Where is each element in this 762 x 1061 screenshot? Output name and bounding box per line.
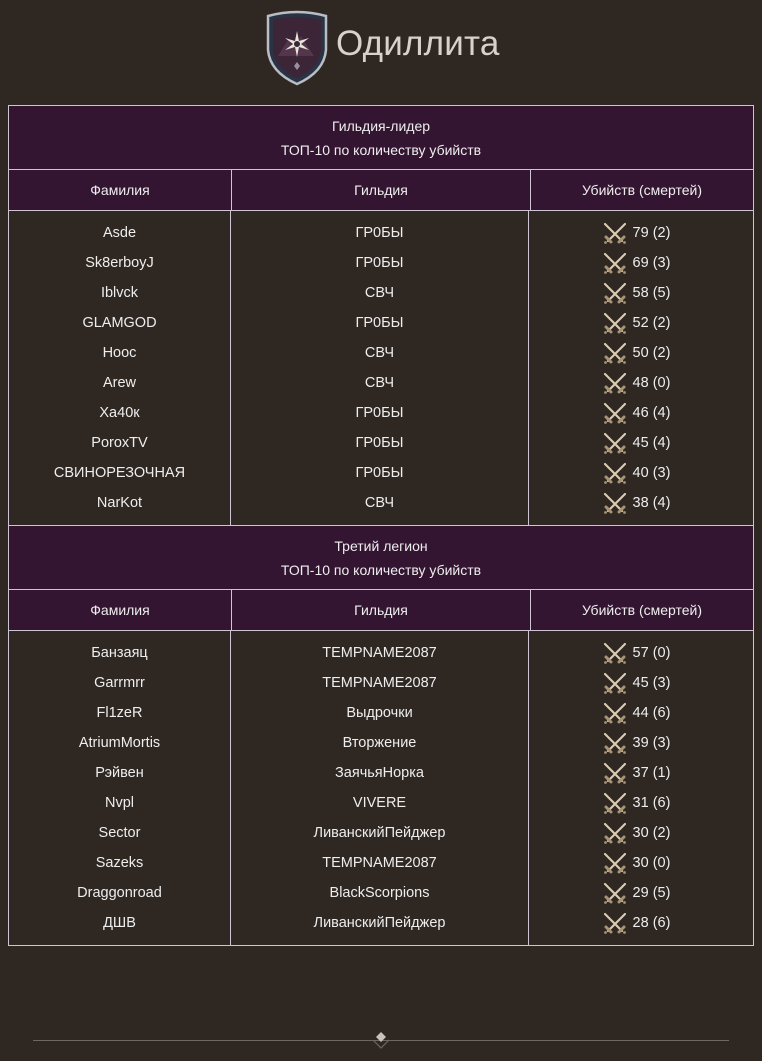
player-name: Sector xyxy=(98,825,141,841)
server-crest-icon xyxy=(264,10,330,86)
table-header xyxy=(9,590,753,631)
crossed-swords-icon xyxy=(602,761,628,785)
player-score xyxy=(529,428,753,458)
player-name: ДШВ xyxy=(103,915,136,931)
player-score xyxy=(529,308,753,338)
player-guild: СВЧ xyxy=(364,375,395,391)
column-header-score: Убийств (смертей) xyxy=(581,182,703,198)
leaderboard-section-2 xyxy=(8,525,754,946)
name-column xyxy=(9,631,231,946)
player-guild: СВЧ xyxy=(364,285,395,301)
server-header xyxy=(0,0,762,95)
player-score xyxy=(529,908,753,938)
player-score xyxy=(529,488,753,518)
kills-deaths-value: 45 (4) xyxy=(632,435,671,451)
name-column xyxy=(9,211,231,526)
player-name: Asde xyxy=(102,225,137,241)
section-subtitle: ТОП-10 по количеству убийств xyxy=(280,142,482,158)
server-title: Одиллита xyxy=(336,24,500,63)
player-guild: ГР0БЫ xyxy=(355,315,404,331)
crossed-swords-icon xyxy=(602,491,628,515)
crossed-swords-icon xyxy=(602,311,628,335)
player-guild: ГР0БЫ xyxy=(355,405,404,421)
kills-deaths-value: 30 (2) xyxy=(632,825,671,841)
player-guild: ГР0БЫ xyxy=(355,255,404,271)
player-name: Банзаяц xyxy=(91,645,148,661)
column-header-name: Фамилия xyxy=(9,170,232,210)
table-body xyxy=(9,631,753,946)
kills-deaths-value: 37 (1) xyxy=(632,765,671,781)
crossed-swords-icon xyxy=(602,341,628,365)
player-score xyxy=(529,758,753,788)
crossed-swords-icon xyxy=(602,431,628,455)
crossed-swords-icon xyxy=(602,461,628,485)
player-guild: TEMPNAME2087 xyxy=(322,645,437,661)
player-name: Sk8erboyJ xyxy=(85,255,154,271)
kills-deaths-value: 28 (6) xyxy=(632,915,671,931)
player-guild: ЛиванскийПейджер xyxy=(313,825,446,841)
crossed-swords-icon xyxy=(602,701,628,725)
player-score xyxy=(529,728,753,758)
player-name: Hooc xyxy=(102,345,137,361)
guild-column xyxy=(231,631,529,946)
crossed-swords-icon xyxy=(602,281,628,305)
player-score xyxy=(529,698,753,728)
player-name: Fl1zeR xyxy=(96,705,143,721)
kills-deaths-value: 52 (2) xyxy=(632,315,671,331)
player-guild: TEMPNAME2087 xyxy=(322,855,437,871)
crossed-swords-icon xyxy=(602,401,628,425)
crossed-swords-icon xyxy=(602,881,628,905)
player-score xyxy=(529,368,753,398)
kills-deaths-value: 48 (0) xyxy=(632,375,671,391)
section-title-block xyxy=(9,106,753,170)
column-header-name: Фамилия xyxy=(9,590,232,630)
kills-deaths-value: 69 (3) xyxy=(632,255,671,271)
player-name: СВИНОРЕЗОЧНАЯ xyxy=(53,465,186,481)
player-score xyxy=(529,668,753,698)
player-score xyxy=(529,638,753,668)
crossed-swords-icon xyxy=(602,371,628,395)
player-name: Nvpl xyxy=(104,795,134,811)
score-column xyxy=(529,211,753,526)
crossed-swords-icon xyxy=(602,641,628,665)
player-name: Garrmrr xyxy=(94,675,145,691)
player-score xyxy=(529,218,753,248)
guild-column xyxy=(231,211,529,526)
player-name: Arew xyxy=(102,375,137,391)
crossed-swords-icon xyxy=(602,731,628,755)
player-name: Draggonroad xyxy=(77,885,162,901)
crossed-swords-icon xyxy=(602,251,628,275)
player-score xyxy=(529,338,753,368)
kills-deaths-value: 38 (4) xyxy=(632,495,671,511)
player-guild: ЛиванскийПейджер xyxy=(313,915,446,931)
player-score xyxy=(529,398,753,428)
player-score xyxy=(529,818,753,848)
player-name: GLAMGOD xyxy=(82,315,157,331)
kills-deaths-value: 44 (6) xyxy=(632,705,671,721)
player-name: Рэйвен xyxy=(95,765,144,781)
kills-deaths-value: 30 (0) xyxy=(632,855,671,871)
player-name: Xa40к xyxy=(99,405,140,421)
player-score xyxy=(529,278,753,308)
kills-deaths-value: 46 (4) xyxy=(632,405,671,421)
player-name: NarKot xyxy=(96,495,143,511)
player-guild: Выдрочки xyxy=(346,705,413,721)
leaderboard-section-1 xyxy=(8,105,754,526)
section-title: Третий легион xyxy=(334,538,428,554)
player-guild: СВЧ xyxy=(364,495,395,511)
player-score xyxy=(529,878,753,908)
player-guild: ЗаячьяНорка xyxy=(335,765,424,781)
player-name: Sazeks xyxy=(95,855,144,871)
crossed-swords-icon xyxy=(602,671,628,695)
diamond-ornament-icon xyxy=(372,1030,390,1050)
player-guild: ГР0БЫ xyxy=(355,225,404,241)
player-guild: СВЧ xyxy=(364,345,395,361)
player-guild: ГР0БЫ xyxy=(355,435,404,451)
crossed-swords-icon xyxy=(602,851,628,875)
column-header-score: Убийств (смертей) xyxy=(581,602,703,618)
column-header-guild: Гильдия xyxy=(232,170,531,210)
crossed-swords-icon xyxy=(602,911,628,935)
player-score xyxy=(529,788,753,818)
kills-deaths-value: 79 (2) xyxy=(632,225,671,241)
player-name: PoroxTV xyxy=(91,435,148,451)
player-guild: VIVERE xyxy=(352,795,407,811)
player-guild: Вторжение xyxy=(342,735,417,751)
table-body xyxy=(9,211,753,526)
score-column xyxy=(529,631,753,946)
player-guild: TEMPNAME2087 xyxy=(322,675,437,691)
player-guild: BlackScorpions xyxy=(329,885,430,901)
section-subtitle: ТОП-10 по количеству убийств xyxy=(280,562,482,578)
kills-deaths-value: 40 (3) xyxy=(632,465,671,481)
table-header xyxy=(9,170,753,211)
player-score xyxy=(529,248,753,278)
section-title: Гильдия-лидер xyxy=(331,118,431,134)
kills-deaths-value: 29 (5) xyxy=(632,885,671,901)
player-guild: ГР0БЫ xyxy=(355,465,404,481)
player-score xyxy=(529,848,753,878)
crossed-swords-icon xyxy=(602,821,628,845)
kills-deaths-value: 50 (2) xyxy=(632,345,671,361)
kills-deaths-value: 58 (5) xyxy=(632,285,671,301)
player-name: Iblvck xyxy=(100,285,139,301)
kills-deaths-value: 45 (3) xyxy=(632,675,671,691)
kills-deaths-value: 39 (3) xyxy=(632,735,671,751)
player-score xyxy=(529,458,753,488)
kills-deaths-value: 31 (6) xyxy=(632,795,671,811)
player-name: AtriumMortis xyxy=(78,735,161,751)
column-header-guild: Гильдия xyxy=(232,590,531,630)
crossed-swords-icon xyxy=(602,791,628,815)
section-title-block xyxy=(9,526,753,590)
kills-deaths-value: 57 (0) xyxy=(632,645,671,661)
crossed-swords-icon xyxy=(602,221,628,245)
